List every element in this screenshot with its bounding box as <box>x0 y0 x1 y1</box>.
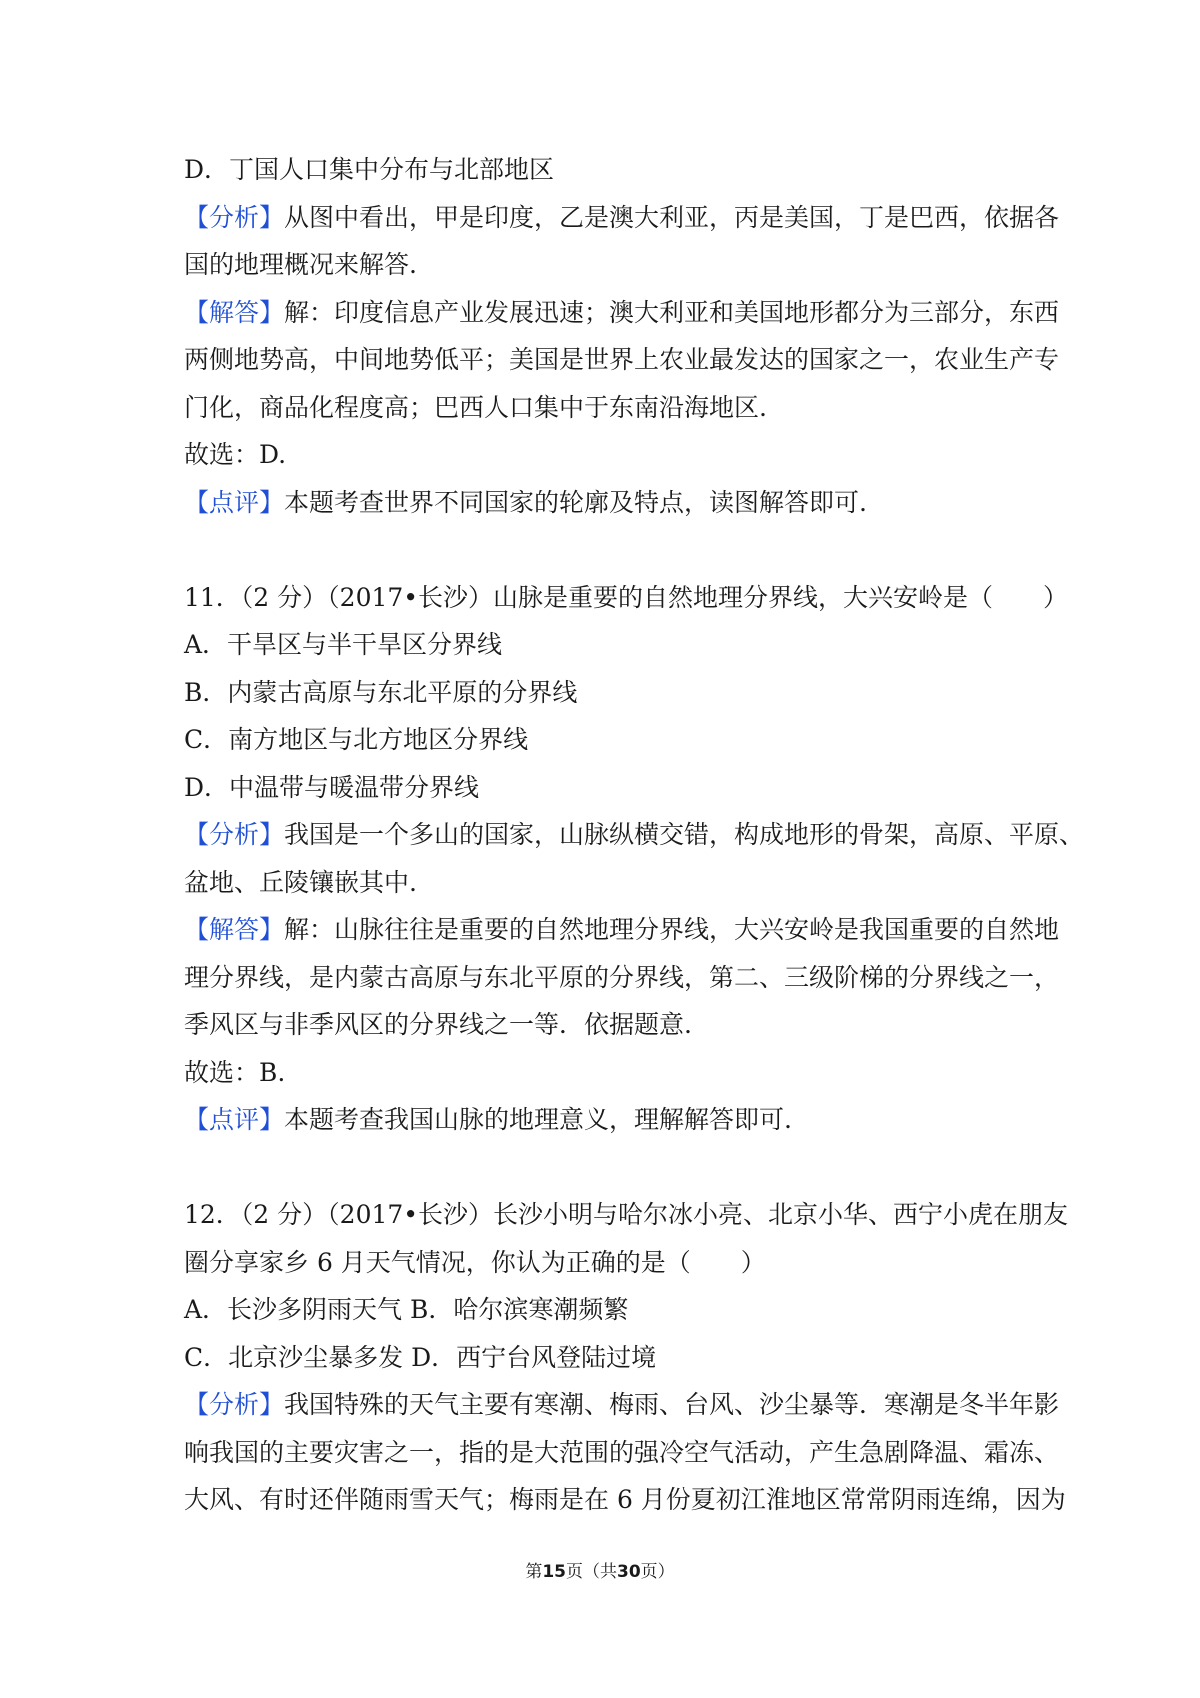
q12-options-ab: A．长沙多阴雨天气 B．哈尔滨寒潮频繁 <box>184 1295 629 1324</box>
page-footer <box>0 1557 1200 1582</box>
q11-option-a: A．干旱区与半干旱区分界线 <box>184 630 503 659</box>
comment-tag: 【点评】 <box>184 487 285 517</box>
footer-prefix: 第 <box>525 1562 543 1582</box>
q11-analysis-tag: 【分析】 <box>184 820 285 849</box>
q11-answer-line <box>184 906 1060 954</box>
q12-stem-1: 12．（2 分）（2017•长沙）长沙小明与哈尔冰小亮、北京小华、西宁小虎在朋友 <box>184 1200 1069 1229</box>
footer-middle: 页（共 <box>566 1562 617 1582</box>
q12-analysis-line-2: 响我国的主要灾害之一，指的是大范围的强冷空气活动，产生急剧降温、霜冻、 <box>184 1437 1060 1467</box>
comment-text: 本题考查世界不同国家的轮廓及特点，读图解答即可. <box>284 487 867 517</box>
analysis-text: 从图中看出，甲是印度，乙是澳大利亚，丙是美国，丁是巴西，依据各 <box>284 202 1060 232</box>
choice-line: 故选：D. <box>184 440 287 469</box>
q12-analysis-line <box>184 1381 1060 1429</box>
option-d-prev: D．丁国人口集中分布与北部地区 <box>184 155 555 184</box>
q11-option-d: D．中温带与暖温带分界线 <box>184 772 480 802</box>
q11-option-b: B．内蒙古高原与东北平原的分界线 <box>184 677 578 707</box>
q11-answer-tag: 【解答】 <box>184 915 285 944</box>
q11-option-c: C．南方地区与北方地区分界线 <box>184 725 529 754</box>
analysis-line-2: 国的地理概况来解答. <box>184 250 417 279</box>
q11-comment-line <box>184 1096 1024 1144</box>
q11-comment-text: 本题考查我国山脉的地理意义，理解解答即可. <box>284 1105 792 1134</box>
current-page-number: 15 <box>542 1562 566 1582</box>
q11-choice-line: 故选：B. <box>184 1057 286 1087</box>
footer-suffix: 页） <box>640 1562 675 1582</box>
spacer-2 <box>184 1144 1024 1192</box>
answer-text: 解：印度信息产业发展迅速；澳大利亚和美国地形都分为三部分，东西 <box>284 297 1060 327</box>
q12-analysis-text: 我国特殊的天气主要有寒潮、梅雨、台风、沙尘暴等．寒潮是冬半年影 <box>284 1390 1060 1419</box>
q11-analysis-text: 我国是一个多山的国家，山脉纵横交错，构成地形的骨架，高原、平原、 <box>284 820 1085 849</box>
q12-analysis-line-3: 大风、有时还伴随雨雪天气；梅雨是在 6 月份夏初江淮地区常常阴雨连绵，因为 <box>184 1485 1066 1514</box>
answer-line-3: 门化，商品化程度高；巴西人口集中于东南沿海地区. <box>184 392 767 422</box>
q11-analysis-line-2: 盆地、丘陵镶嵌其中. <box>184 867 417 897</box>
total-page-number: 30 <box>617 1562 641 1582</box>
q12-options-cd: C．北京沙尘暴多发 D．西宁台风登陆过境 <box>184 1342 657 1372</box>
q11-answer-line-3: 季风区与非季风区的分界线之一等．依据题意. <box>184 1010 692 1039</box>
spacer <box>184 526 1024 574</box>
page-content <box>184 146 1085 1524</box>
q11-analysis-line <box>184 811 1085 859</box>
analysis-tag: 【分析】 <box>184 202 285 232</box>
q12-stem-2: 圈分享家乡 6 月天气情况，你认为正确的是（ ） <box>184 1247 766 1277</box>
answer-line <box>184 289 1060 337</box>
q11-comment-tag: 【点评】 <box>184 1105 285 1134</box>
answer-tag: 【解答】 <box>184 297 285 327</box>
comment-line <box>184 479 1024 527</box>
answer-line-2: 两侧地势高，中间地势低平；美国是世界上农业最发达的国家之一，农业生产专 <box>184 345 1060 374</box>
q11-answer-text: 解：山脉往往是重要的自然地理分界线，大兴安岭是我国重要的自然地 <box>284 915 1060 944</box>
q11-answer-line-2: 理分界线，是内蒙古高原与东北平原的分界线，第二、三级阶梯的分界线之一， <box>184 962 1060 992</box>
q11-stem: 11．（2 分）（2017•长沙）山脉是重要的自然地理分界线，大兴安岭是（ ） <box>184 582 1069 612</box>
analysis-line <box>184 194 1060 242</box>
q12-analysis-tag: 【分析】 <box>184 1390 285 1419</box>
